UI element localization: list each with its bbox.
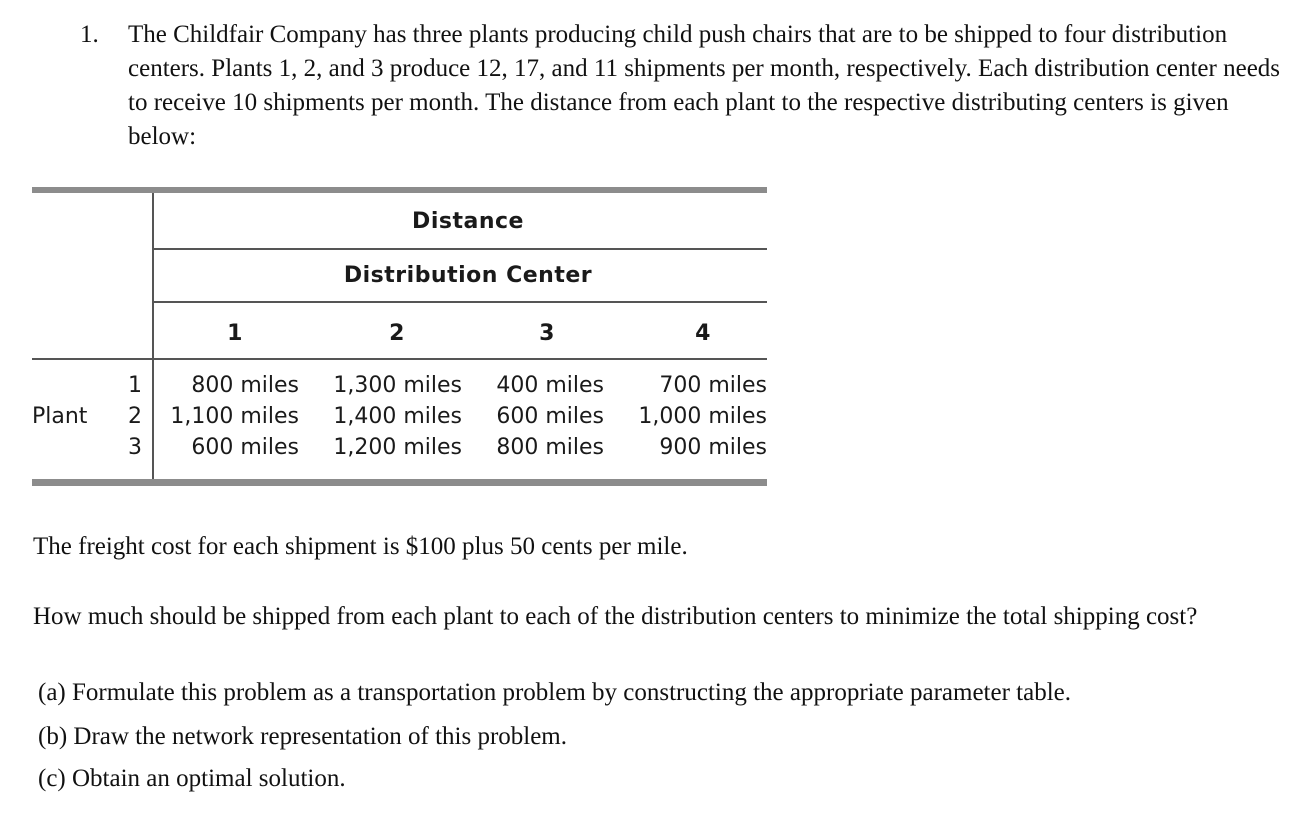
cell-p3-c1: 600 miles	[191, 435, 299, 460]
table-title: Distance	[412, 209, 524, 234]
part-a-text: (a) Formulate this problem as a transportation problem by constructing the appropriate parameter table.	[38, 679, 1071, 706]
table-subtitle: Distribution Center	[343, 263, 593, 288]
plant-number-1: 1	[128, 373, 142, 398]
column-header-3: 3	[539, 321, 555, 346]
cell-p2-c4: 1,000 miles	[638, 404, 767, 429]
cell-p1-c1: 800 miles	[191, 373, 299, 398]
cell-p1-c2: 1,300 miles	[333, 373, 462, 398]
part-c-text: (c) Obtain an optimal solution.	[38, 765, 346, 792]
part-b-text: (b) Draw the network representation of this problem.	[38, 723, 568, 750]
cell-p3-c4: 900 miles	[659, 435, 767, 460]
cell-p2-c3: 600 miles	[496, 404, 604, 429]
column-header-4: 4	[695, 321, 711, 346]
plant-number-3: 3	[128, 435, 142, 460]
table-top-rule	[32, 187, 767, 193]
plant-number-2: 2	[128, 404, 142, 429]
row-group-label: Plant	[32, 404, 88, 429]
cell-p3-c2: 1,200 miles	[333, 435, 462, 460]
column-header-2: 2	[389, 321, 405, 346]
cell-p1-c3: 400 miles	[496, 373, 604, 398]
table-vertical-rule	[152, 193, 154, 483]
problem-text: The Childfair Company has three plants producing child push chairs that are to be shipped to four distribution centers. Plants 1, 2, and 3 produce 12, 17, and 11 shipments per month, respectively. Each distribution center needs to receive 10 shipments per month. The distance from each plant to the respective distributing centers is given below:	[128, 21, 1281, 150]
distance-table	[32, 187, 767, 487]
column-header-1: 1	[227, 321, 243, 346]
question-text: How much should be shipped from each plant to each of the distribution centers to minimize the total shipping cost?	[33, 603, 1198, 630]
table-bottom-rule	[32, 479, 767, 486]
cell-p2-c2: 1,400 miles	[333, 404, 462, 429]
cell-p3-c3: 800 miles	[496, 435, 604, 460]
problem-number: 1.	[80, 21, 99, 48]
table-title-rule	[153, 248, 767, 250]
freight-cost-text: The freight cost for each shipment is $100 plus 50 cents per mile.	[33, 533, 688, 560]
cell-p1-c4: 700 miles	[659, 373, 767, 398]
cell-p2-c1: 1,100 miles	[170, 404, 299, 429]
table-subtitle-rule	[153, 301, 767, 303]
table-header-rule	[32, 358, 767, 360]
